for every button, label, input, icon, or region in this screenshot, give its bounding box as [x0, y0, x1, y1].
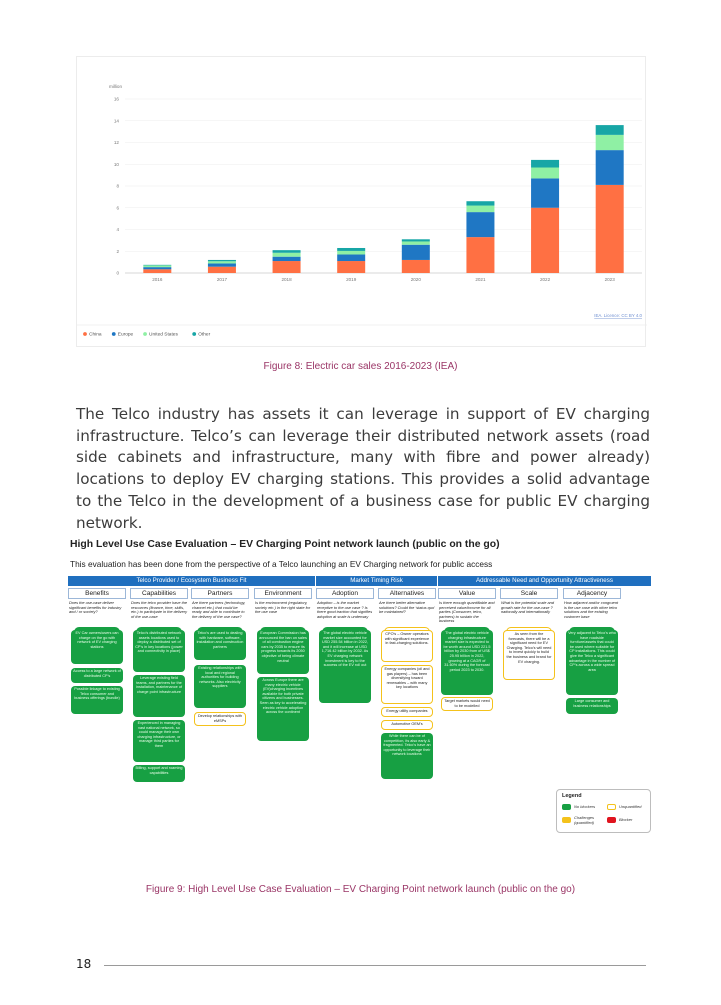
x-tick-label: 2020 — [410, 277, 421, 282]
evaluation-box-scale-1: As seen from the forecasts, there will be a significant need for EV Charging. Telco’s will need to invest quickly to build the business and brand for EV charging. — [503, 630, 555, 680]
legend-dot-europe — [112, 332, 116, 336]
evaluation-box-alternatives-4: Automotive OEM’s — [381, 720, 433, 730]
column-question-value: Is there enough quantifiable and perceived value/income for all parties (Consumer, telco, partners) to sustain the business — [439, 600, 495, 623]
bar-china-2020 — [402, 260, 430, 273]
bar-united-states-2022 — [531, 168, 559, 179]
bar-china-2018 — [273, 261, 301, 273]
legend-label-challenges: Challenges (quantified) — [574, 815, 595, 825]
y-tick-label: 10 — [113, 161, 119, 167]
evaluation-box-value-2: Target markets would need to be modelled — [441, 697, 493, 711]
x-tick-label: 2019 — [346, 277, 357, 282]
evaluation-box-alternatives-3: Energy utility companies — [381, 707, 433, 717]
bar-europe-2019 — [337, 255, 365, 262]
footer-rule — [104, 965, 646, 966]
evaluation-box-benefits-2: Access to a large network of distributed CP’s — [71, 668, 123, 683]
bar-other-2016 — [143, 265, 171, 266]
x-tick-label: 2021 — [475, 277, 486, 282]
source-licence-note: IEA. Licence: CC BY 4.0 — [594, 313, 642, 318]
band-3: Addressable Need and Opportunity Attractiveness — [438, 576, 651, 586]
legend-dot-united-states — [143, 332, 147, 336]
legend-swatch-no-blockers — [562, 804, 571, 810]
bar-china-2023 — [596, 185, 624, 273]
bar-china-2022 — [531, 208, 559, 273]
x-tick-label: 2017 — [216, 277, 228, 282]
legend-dot-other — [192, 332, 196, 336]
column-question-adoption: Adoption – is the market receptive to the use case ? Is there good traction that signifies adoption at scale is underway — [317, 600, 373, 619]
evaluation-box-partners-2: Existing relationships with local and regional authorities for building networks. Also electricity suppliers — [194, 665, 246, 708]
slide-title: High Level Use Case Evaluation – EV Charging Point network launch (public on the go) — [70, 539, 500, 550]
column-header-environment: Environment — [254, 588, 312, 599]
evaluation-box-value-1: The global electric vehicle charging infrastructure market size is expected to be worth around USD 221.5 billion by 2030 from of US$ 25.95 billion in 2022, growing at a CAGR of 31.60% during the forecast period 2023 to 2030. — [441, 630, 493, 695]
evaluation-box-alternatives-5: While there can be of competition, its also early & fragmented. Telco’s have an opportunity to leverage their network locations — [381, 733, 433, 779]
bar-other-2022 — [531, 160, 559, 168]
body-paragraph: The Telco industry has assets it can leverage in support of EV charging infrastructure. Telco’s can leverage their distributed network assets (road side cabinets and infrastructure, many with fibre and power already) locations to deploy EV charging stations. This provides a solid advantage to the Telco in the development of a business case for public EV charging network. — [76, 405, 650, 532]
x-tick-label: 2022 — [539, 277, 551, 282]
bar-europe-2022 — [531, 178, 559, 207]
legend-label-europe: Europe — [117, 332, 134, 338]
evaluation-box-environment-1: European Commission has announced the ban on sales of all combustion engine cars by 2035 to ensure its progress towards its 2050 objective of being climate neutral — [257, 630, 309, 674]
x-tick-label: 2016 — [152, 277, 163, 282]
bar-united-states-2017 — [208, 261, 236, 263]
column-question-capabilities: Does the telco provider have the resources (finance, time, skills, etc.) to participate in the delivery of the use-case — [131, 600, 188, 619]
legend-dot-china — [83, 332, 87, 336]
bar-china-2021 — [466, 237, 494, 273]
column-header-adoption: Adoption — [316, 588, 374, 599]
bar-other-2019 — [337, 248, 365, 251]
y-tick-label: 12 — [113, 140, 119, 146]
bar-europe-2021 — [466, 212, 494, 237]
evaluation-box-benefits-3: Possible linkage to existing Telco consumer and business offerings (bundle) — [71, 686, 123, 714]
evaluation-box-partners-1: Telco’s are used to dealing with hardware, software, installation and construction partners — [194, 630, 246, 660]
y-tick-label: 16 — [113, 96, 119, 102]
bar-other-2023 — [596, 125, 624, 135]
evaluation-box-capabilities-3: Experienced in managing vast national network, so could manage their own charging infrastructure, or manage third parties for them — [133, 720, 185, 762]
legend-label-unquantified: Unquantified — [619, 804, 642, 809]
column-question-environment: Is the environment (regulatory, society etc.) in the right state for the use case — [255, 600, 311, 614]
legend — [556, 789, 651, 833]
legend-swatch-unquantified — [607, 804, 616, 810]
column-header-partners: Partners — [191, 588, 249, 599]
evaluation-box-adjacency-1: Very adjacent to Telco’s who have roadside furniture/assets that could be used where suitable for CP installations. This could give the Telco a significant advantage in the number of CP’s across a wide spread area — [566, 630, 618, 695]
bar-other-2021 — [466, 201, 494, 205]
evaluation-box-alternatives-1: CPO’s – Owner operators with significant experience in fast-charging solutions. — [381, 630, 433, 662]
y-tick-label: 14 — [113, 118, 119, 124]
evaluation-box-adoption-1: The global electric vehicle market size accounted for USD 255.54 billion in 2022, and it will increase at USD 1,716.42 billion by 2032. As EV charging network investment is key to the success of the EV roll out — [319, 630, 371, 703]
y-tick-label: 8 — [116, 183, 119, 189]
figure-8-caption: Figure 8: Electric car sales 2016-2023 (IEA) — [263, 361, 458, 372]
bar-united-states-2020 — [402, 241, 430, 244]
legend-title: Legend — [562, 793, 582, 799]
bar-united-states-2019 — [337, 251, 365, 255]
bar-united-states-2016 — [143, 265, 171, 267]
y-axis-unit-label: million — [109, 84, 123, 89]
bar-united-states-2018 — [273, 253, 301, 257]
legend-label-china: China — [89, 332, 102, 338]
y-tick-label: 4 — [116, 227, 119, 233]
bar-europe-2020 — [402, 245, 430, 260]
figure-9-caption: Figure 9: High Level Use Case Evaluation – EV Charging Point network launch (public on the go) — [145, 884, 576, 895]
legend-label-other: Other — [198, 332, 211, 338]
evaluation-box-adjacency-2: Large consumer and business relationships — [566, 698, 618, 714]
evaluation-box-capabilities-1: Telco’s distributed network assets locations used to deploy a distributed set of CP’s in key locations (power and connectivity in place) — [133, 630, 185, 672]
evaluation-box-capabilities-4: Billing, support and roaming capabilities — [133, 765, 185, 782]
bar-other-2020 — [402, 239, 430, 241]
column-header-value: Value — [438, 588, 496, 599]
bar-united-states-2023 — [596, 135, 624, 150]
bar-china-2016 — [143, 269, 171, 273]
bar-china-2019 — [337, 261, 365, 273]
bar-europe-2023 — [596, 150, 624, 185]
legend-swatch-challenges — [562, 817, 571, 823]
column-header-capabilities: Capabilities — [130, 588, 188, 599]
y-tick-label: 0 — [116, 270, 119, 276]
evaluation-box-capabilities-2: Leverage existing field teams, and partners for the installation, maintenance of charge point infrastructure — [133, 675, 185, 717]
ev-sales-chart-svg — [77, 57, 647, 348]
bar-other-2017 — [208, 260, 236, 261]
y-tick-label: 6 — [116, 205, 119, 211]
band-2: Market Timing Risk — [316, 576, 437, 586]
bar-europe-2018 — [273, 257, 301, 261]
column-header-benefits: Benefits — [68, 588, 126, 599]
x-tick-label: 2023 — [604, 277, 615, 282]
bar-china-2017 — [208, 267, 236, 273]
column-question-benefits: Does the use-case deliver significant benefits for industry and / or society? — [69, 600, 122, 614]
evaluation-box-alternatives-2: Energy companies (oil and gas players) – has been diversifying toward renewables – with many key locations — [381, 665, 433, 704]
column-header-alternatives: Alternatives — [378, 588, 436, 599]
legend-label-united-states: United States — [149, 332, 178, 338]
slide-subtitle: This evaluation has been done from the perspective of a Telco launching an EV Charging network for public access — [70, 559, 493, 569]
bar-europe-2017 — [208, 263, 236, 266]
column-question-adjacency: How adjacent and/or congruent is the use case with other telco solutions and the existing customer base — [564, 600, 619, 619]
legend-label-no-blockers: No blockers — [574, 804, 596, 809]
bar-europe-2016 — [143, 267, 171, 269]
band-1: Telco Provider / Ecosystem Business Fit — [68, 576, 315, 586]
ev-sales-chart — [76, 56, 646, 347]
y-tick-label: 2 — [116, 248, 119, 254]
bar-united-states-2021 — [466, 206, 494, 213]
column-question-scale: What is the potential scale and growth rate for the use-case ? nationally and internationally — [501, 600, 554, 614]
evaluation-box-environment-2: Across Europe there are many electric vehicle (EV)charging incentives available for both private citizens and businesses. Seen as key to accelerating electric vehicle adoption across the continent — [257, 677, 309, 741]
use-case-evaluation-slide — [68, 534, 652, 857]
column-question-alternatives: Are there better alternative solutions? Could the ‘status quo’ be maintained? — [379, 600, 435, 614]
column-header-scale: Scale — [500, 588, 558, 599]
evaluation-box-benefits-1: EV Car owners/users can charge on the go with network of EV charging stations — [71, 630, 123, 664]
bar-other-2018 — [273, 250, 301, 253]
legend-label-blocker: Blocker — [619, 817, 633, 822]
legend-swatch-blocker — [607, 817, 616, 823]
evaluation-box-partners-3: Develop relationships with eMSPs — [194, 712, 246, 726]
page-number: 18 — [76, 957, 92, 971]
x-tick-label: 2018 — [281, 277, 292, 282]
column-header-adjacency: Adjacency — [563, 588, 621, 599]
column-question-partners: Are there partners (technology, channel etc.) that could be ready and able to contribute to the delivery of the use case? — [192, 600, 246, 619]
